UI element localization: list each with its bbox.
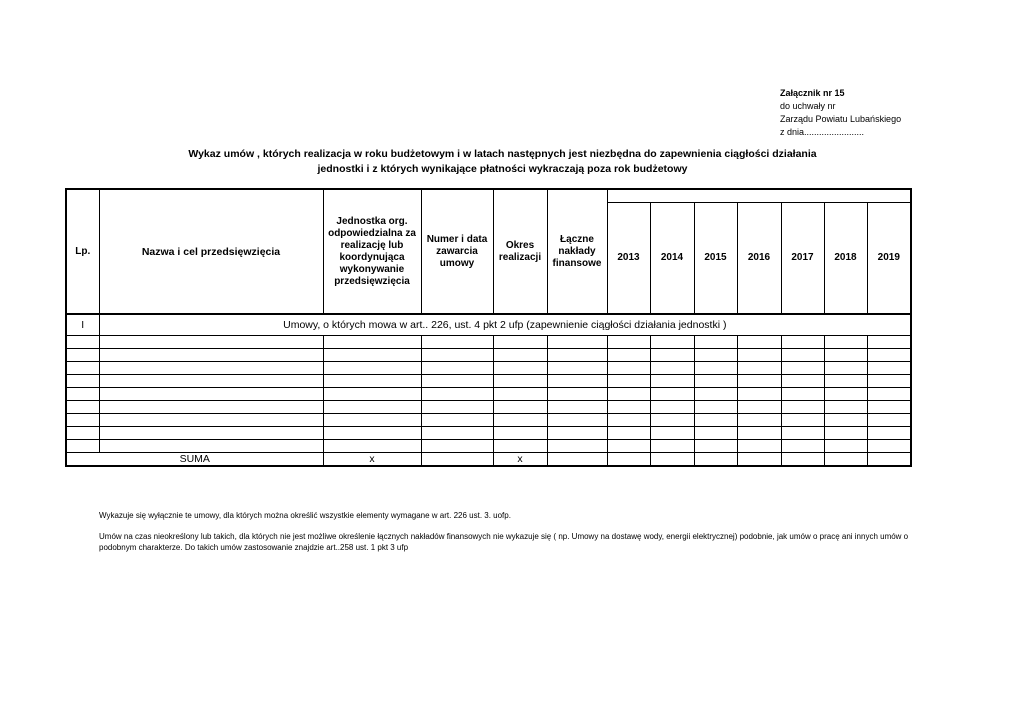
section-lp: I	[66, 314, 99, 336]
table-row	[66, 401, 911, 414]
title-line-1: Wykaz umów , których realizacja w roku budżetowym i w latach następnych jest niezbędna do zapewnienia ciągłości działania	[188, 148, 817, 160]
attachment-date: z dnia........................	[780, 127, 865, 137]
col-header-unit: Jednostka org. odpowiedzialna za realizację lub koordynująca wykonywanie przedsięwzięcia	[323, 189, 421, 314]
table-row	[66, 440, 911, 453]
col-header-year: 2016	[737, 203, 781, 315]
title-line-2: jednostki i z których wynikające płatności wykraczają poza rok budżetowy	[317, 163, 688, 175]
col-header-year: 2019	[867, 203, 911, 315]
page-title	[100, 147, 905, 177]
col-header-year: 2014	[650, 203, 694, 315]
col-header-number: Numer i data zawarcia umowy	[421, 189, 493, 314]
sum-period: x	[493, 453, 547, 467]
years-group-header	[607, 189, 911, 203]
section-row	[66, 314, 911, 336]
col-header-period: Okres realizacji	[493, 189, 547, 314]
attachment-number: Załącznik nr 15	[780, 88, 845, 98]
col-header-year: 2017	[781, 203, 824, 315]
attachment-board: Zarządu Powiatu Lubańskiego	[780, 114, 902, 124]
sum-number	[421, 453, 493, 467]
table-row	[66, 349, 911, 362]
table-row	[66, 375, 911, 388]
notes	[99, 510, 909, 563]
header-row-top	[66, 189, 911, 203]
col-header-year: 2015	[694, 203, 737, 315]
col-header-year: 2013	[607, 203, 650, 315]
col-header-lp: Lp.	[66, 189, 99, 314]
col-header-costs: Łączne nakłady finansowe	[547, 189, 607, 314]
note-2: Umów na czas nieokreślony lub takich, dla których nie jest możliwe określenie łącznych nakładów finansowych nie wykazuje się ( np. Umowy na dostawę wody, energii elektrycznej) podobnie, jak umów o pracę ani innych umów o podobnym charakterze. Do takich umów zastosowanie znajdzie art..258 ust. 1 pkt 3 ufp	[99, 532, 909, 552]
table-row	[66, 427, 911, 440]
col-header-year: 2018	[824, 203, 867, 315]
col-header-name: Nazwa i cel przedsięwzięcia	[99, 189, 323, 314]
attachment-resolution: do uchwały nr	[780, 101, 836, 111]
table-row	[66, 336, 911, 349]
sum-label: SUMA	[66, 453, 323, 467]
table-row	[66, 414, 911, 427]
contracts-table	[65, 188, 912, 467]
attachment-block	[780, 87, 901, 139]
table-row	[66, 362, 911, 375]
section-title: Umowy, o których mowa w art.. 226, ust. 4 pkt 2 ufp (zapewnienie ciągłości działania jednostki )	[99, 314, 911, 336]
table-row	[66, 388, 911, 401]
sum-row	[66, 453, 911, 467]
sum-unit: x	[323, 453, 421, 467]
note-1: Wykazuje się wyłącznie te umowy, dla których można określić wszystkie elementy wymagane w art. 226 ust. 3. uofp.	[99, 511, 511, 520]
